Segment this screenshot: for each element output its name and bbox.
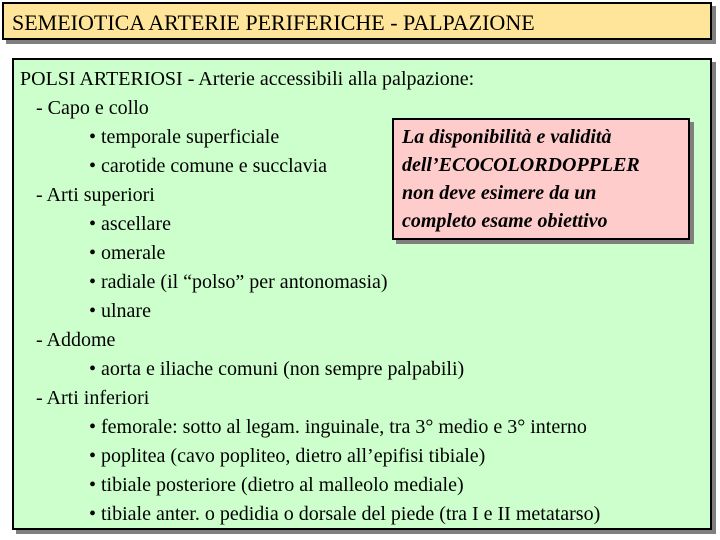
list-item: • ulnare (89, 300, 151, 322)
note-line: La disponibilità e validità (402, 126, 612, 148)
note-line: non deve esimere da un (402, 182, 597, 204)
section-lower-limbs: - Arti inferiori (36, 387, 150, 409)
list-item: • omerale (89, 242, 166, 264)
note-line: completo esame obiettivo (402, 210, 608, 232)
section-abdomen: - Addome (36, 329, 116, 351)
note-line: dell’ECOCOLORDOPPLER (402, 154, 640, 176)
title-banner (2, 2, 712, 40)
section-upper-limbs: - Arti superiori (36, 184, 155, 206)
list-item: • femorale: sotto al legam. inguinale, tra 3° medio e 3° interno (89, 416, 587, 438)
list-item: • temporale superficiale (89, 126, 280, 148)
list-item: • carotide comune e succlavia (89, 155, 327, 177)
list-item: • aorta e iliache comuni (non sempre palpabili) (89, 358, 465, 380)
list-item: • poplitea (cavo popliteo, dietro all’epifisi tibiale) (89, 445, 486, 467)
list-item: • tibiale posteriore (dietro al malleolo mediale) (89, 474, 464, 496)
content-heading: POLSI ARTERIOSI - Arterie accessibili alla palpazione: (20, 68, 475, 90)
page-title: SEMEIOTICA ARTERIE PERIFERICHE - PALPAZIONE (12, 10, 535, 35)
callout-note (392, 118, 690, 240)
list-item: • ascellare (89, 213, 171, 235)
list-item: • radiale (il “polso” per antonomasia) (89, 271, 388, 293)
list-item: • tibiale anter. o pedidia o dorsale del piede (tra I e II metatarso) (89, 503, 601, 525)
section-head-and-neck: - Capo e collo (36, 97, 149, 119)
